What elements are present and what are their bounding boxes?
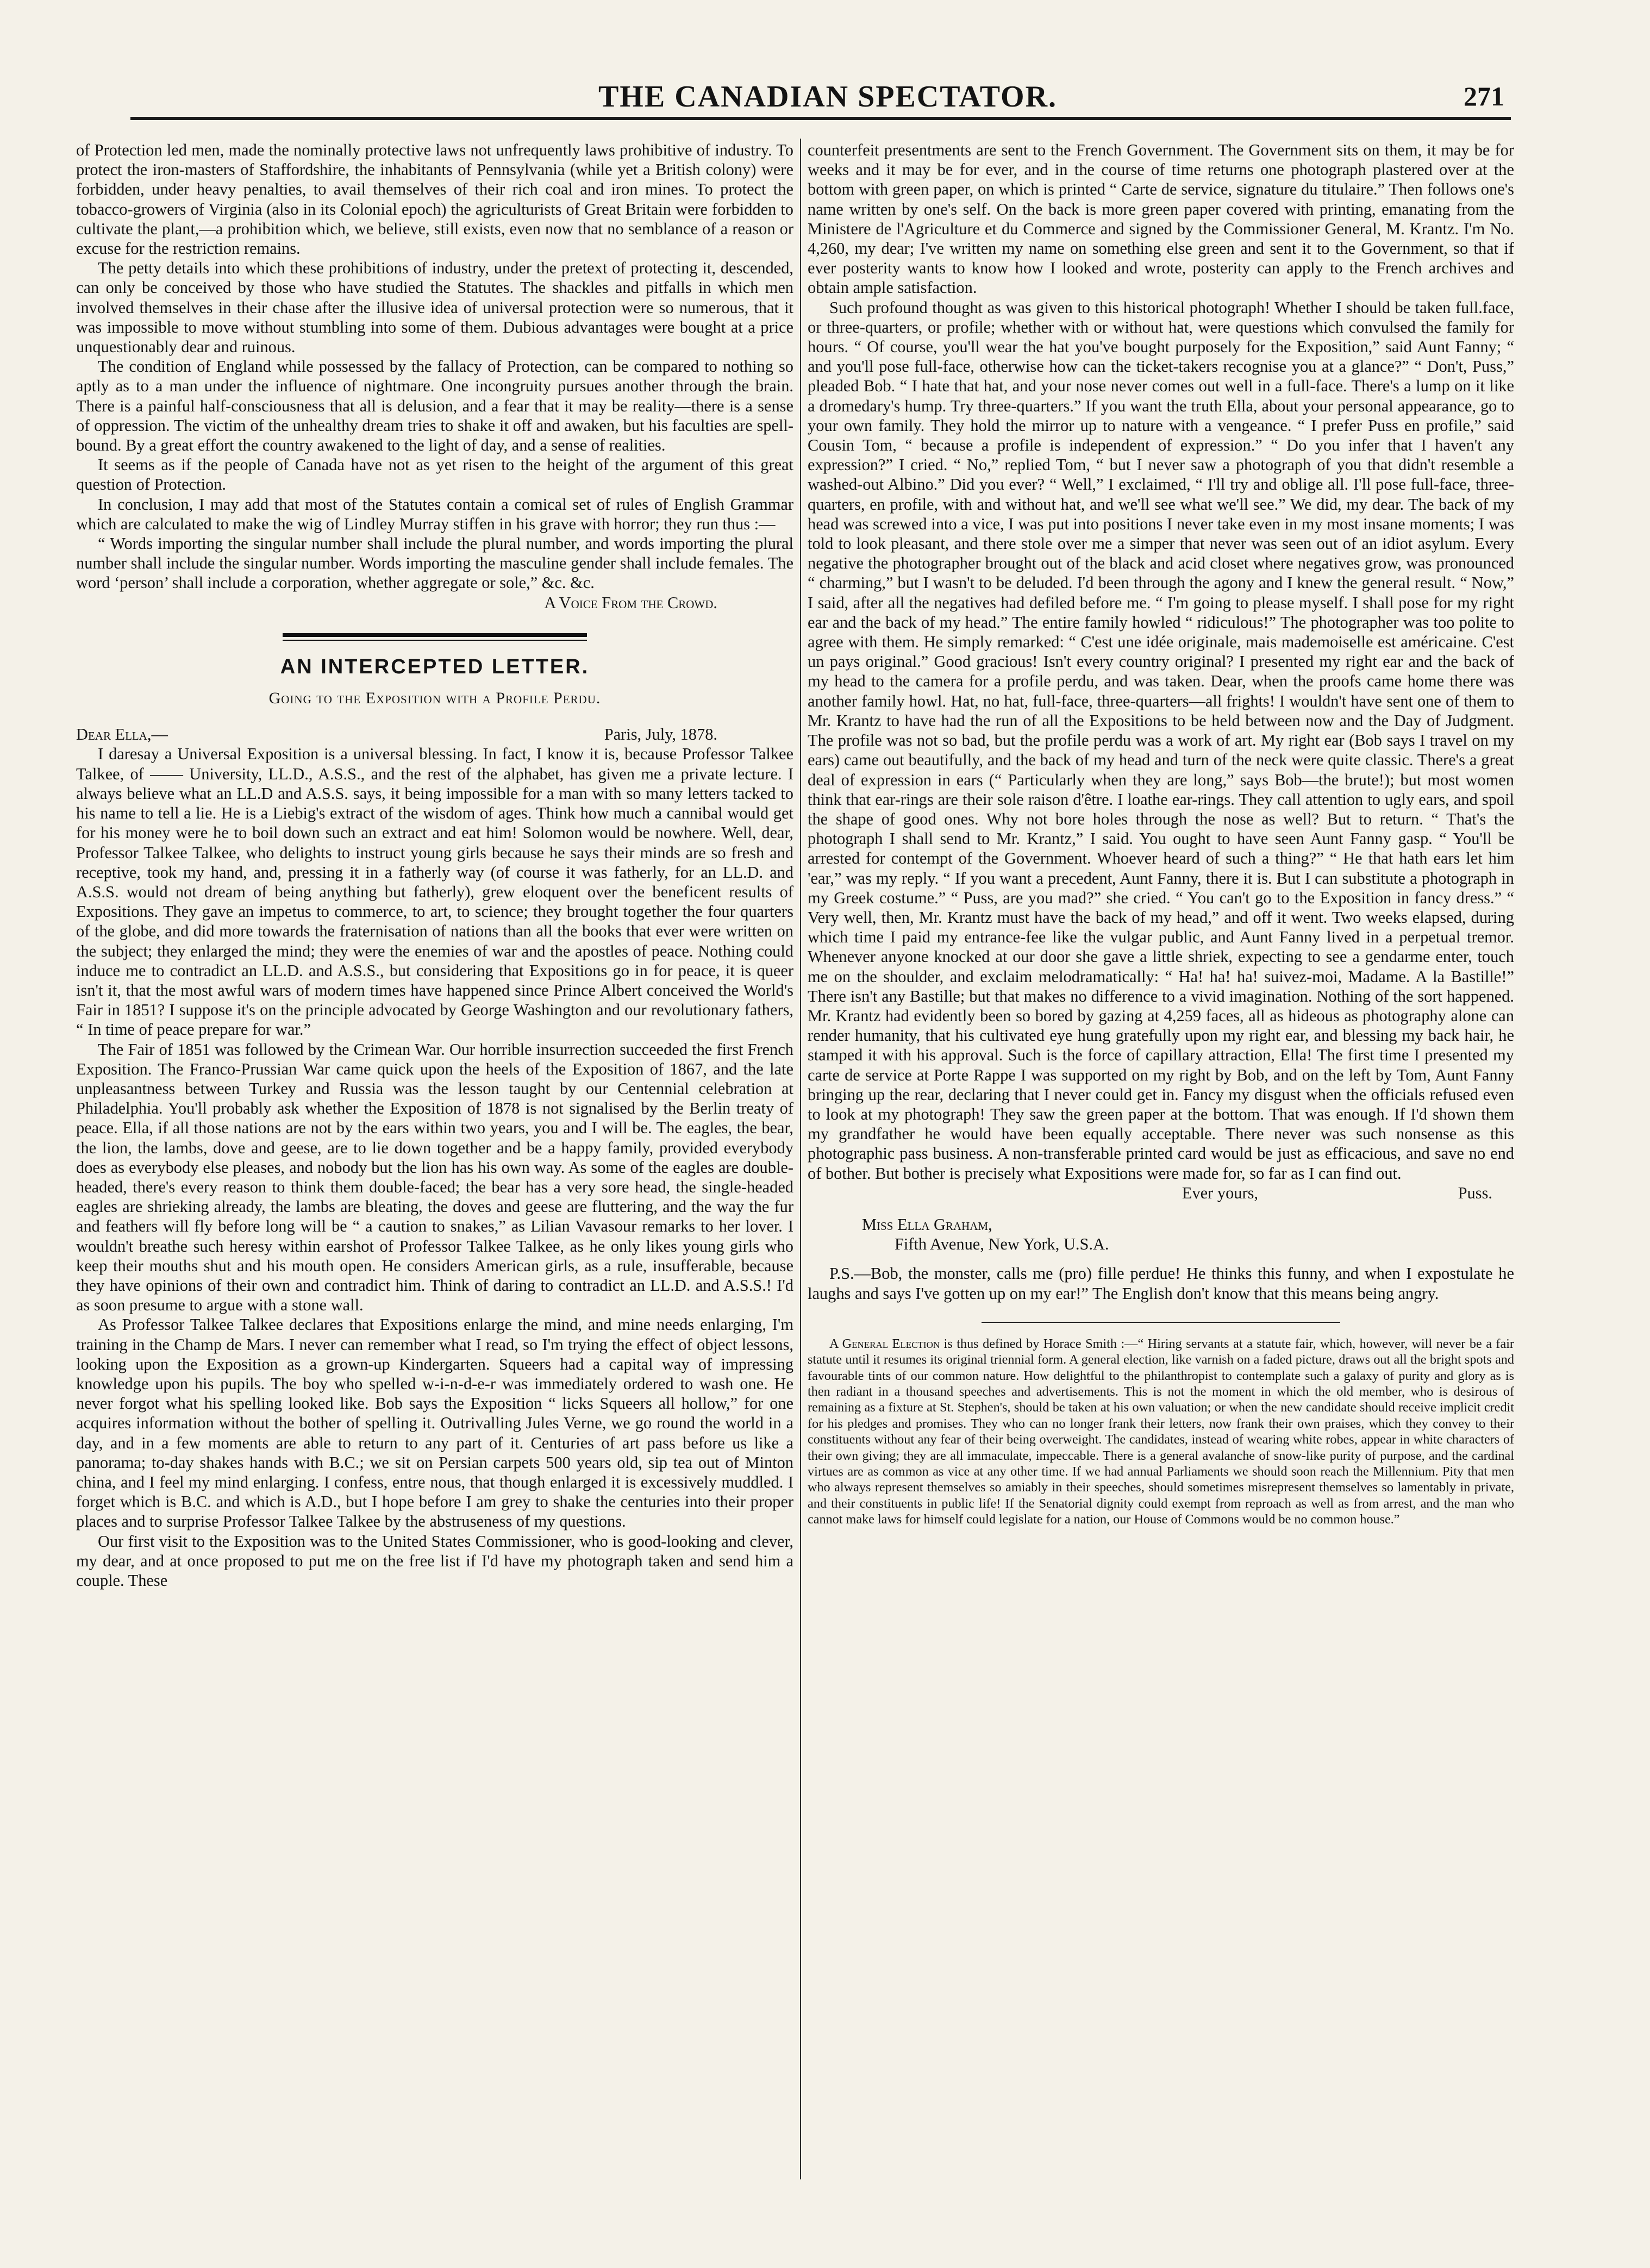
article-subtitle: Going to the Exposition with a Profile Perdu. bbox=[268, 689, 601, 708]
closing-phrase: Ever yours, bbox=[1182, 1183, 1259, 1202]
article-separator bbox=[283, 633, 587, 641]
masthead-title: THE CANADIAN SPECTATOR. bbox=[598, 80, 1058, 114]
addressee-street: Fifth Avenue, New York, U.S.A. bbox=[895, 1235, 1109, 1254]
quoted-rule-paragraph: “ Words importing the singular number shall include the plural number, and words importing the plural number shall include the singular number. Words importing the masculine gender shall include females. The word ‘person’ shall include a corporation, whether aggregate or sole,” &c. &c. bbox=[76, 534, 793, 592]
addressee-name: Miss Ella Graham, bbox=[862, 1215, 992, 1234]
header-rule bbox=[130, 117, 1511, 120]
letter-heading bbox=[76, 724, 793, 744]
column-divider bbox=[800, 139, 801, 2179]
body-paragraph: of Protection led men, made the nominally protective laws not unfrequently laws prohibitive of industry. To protect the iron-masters of Staffordshire, the inhabitants of Pennsylvania (while yet a British colony) were forbidden, under heavy penalties, to avail themselves of their rich coal and iron mines. To protect the tobacco-growers of Virginia (also in its Colonial epoch) the agriculturists of Great Britain were forbidden to cultivate the plant,—a prohibition which, we believe, still exists, even now that no semblance of a reason or excuse for the restriction remains. bbox=[76, 141, 793, 258]
note-lead: A General Election bbox=[829, 1336, 940, 1351]
page-number: 271 bbox=[1464, 81, 1504, 111]
letter-paragraph: Our first visit to the Exposition was to the United States Commissioner, who is good-looking and clever, my dear, and at once proposed to put me on the free list if I'd have my photograph taken and send him a couple. These bbox=[76, 1532, 793, 1590]
right-column bbox=[808, 140, 1514, 1528]
body-paragraph: In conclusion, I may add that most of the Statutes contain a comical set of rules of English Grammar which are calculated to make the wig of Lindley Murray stiffen in his grave with horror; they run thus :— bbox=[76, 495, 793, 533]
letter-paragraph: I daresay a Universal Exposition is a universal blessing. In fact, I know it is, because Professor Talkee Talkee, of —— University, LL.D., A.S.S., and the rest of the alphabet, has given me a private lecture. I always believe what an LL.D and A.S.S. says, it being impossible for a man with so many letters tacked to his name to tell a lie. He is a Liebig's extract of the wisdom of ages. Think how much a cannibal would get for his money were he to boil down such an extract and eat him! Solomon would be nowhere. Well, dear, Professor Talkee Talkee, who delights to instruct young girls because he says their minds are so fresh and receptive, took my hand, and, pressing it in a fatherly way (of course it was fatherly, for an LL.D. and A.S.S. would not dream of being anything but fatherly), grew eloquent over the beneficent results of Expositions. They gave an impetus to commerce, to art, to science; they brought together the four quarters of the globe, and did more towards the fraternisation of nations than all the books that ever were written on the subject; they enlarged the mind; they were the enemies of war and the apostles of peace. Nothing could induce me to contradict an LL.D. and A.S.S., but considering that Expositions go in for peace, it is queer isn't it, that the most awful wars of modern times have happened since Prince Albert conceived the World's Fair in 1851? I suppose it's on the principle advocated by George Washington and our revolutionary fathers, “ In time of peace prepare for war.” bbox=[76, 745, 793, 1039]
article-title: AN INTERCEPTED LETTER. bbox=[280, 655, 590, 678]
letter-paragraph: As Professor Talkee Talkee declares that Expositions enlarge the mind, and mine needs enlarging, I'm training in the Champ de Mars. I never can remember what I read, so I'm trying the effect of object lessons, looking upon the Exposition as a grown-up Kindergarten. Squeers had a capital way of impressing knowledge upon his pupils. The boy who spelled w-i-n-d-e-r was immediately ordered to wash one. He never forgot what his spelling looked like. Bob says the Exposition “ licks Squeers all hollow,” for one acquires information without the bother of spelling it. Outrivalling Jules Verne, we go round the world in a day, and in a few moments are able to return to any part of it. Centuries of art pass before us like a panorama; to-day shakes hands with B.C.; we sit on Persian carpets 500 years old, sip tea out of Minton china, and I feel my mind enlarging. I confess, entre nous, that though enlarged it is excessively muddled. I forget which is B.C. and which is A.D., but I hope before I am grey to shake the centuries into their proper places and to surprise Professor Talkee Talkee by the abstruseness of my questions. bbox=[76, 1315, 793, 1531]
body-paragraph: The condition of England while possessed by the fallacy of Protection, can be compared to nothing so aptly as to a man under the influence of nightmare. One incongruity pursues another through the brain. There is a painful half-consciousness that all is delusion, and a fear that it may be reality—there is a sense of oppression. The victim of the unhealthy dream tries to shake it off and awaken, but his faculties are spell-bound. By a great effort the country awakened to the light of day, and a sense of realities. bbox=[76, 357, 793, 455]
postscript: P.S.—Bob, the monster, calls me (pro) fille perdue! He thinks this funny, and when I expostulate he laughs and says I've gotten up on my ear!” The English don't know that this means being angry. bbox=[808, 1264, 1514, 1303]
letter-paragraph: counterfeit presentments are sent to the French Government. The Government sits on them, it may be for weeks and it may be for ever, and in the course of time returns one photograph plastered over at the bottom with green paper, on which is printed “ Carte de service, signature du titulaire.” Then follows one's name written by one's self. On the back is more green paper covered with printing, emanating from the Ministere de l'Agriculture et du Commerce and signed by the Commissioner General, M. Krantz. I'm No. 4,260, my dear; I've written my name on something else green and sent it to the Government, so that if ever posterity wants to know how I looked and wrote, posterity can apply to the French archives and obtain ample satisfaction. bbox=[808, 141, 1514, 297]
note-separator bbox=[982, 1322, 1340, 1323]
dateline: Paris, July, 1878. bbox=[604, 725, 717, 744]
page-header bbox=[146, 74, 1510, 115]
closing-name: Puss. bbox=[1458, 1183, 1492, 1202]
salutation: Dear Ella,— bbox=[76, 725, 168, 744]
letter-closing bbox=[808, 1183, 1514, 1203]
letter-paragraph: The Fair of 1851 was followed by the Crimean War. Our horrible insurrection succeeded the first French Exposition. The Franco-Prussian War came quick upon the heels of the Exposition of 1867, and the late unpleasantness between Turkey and Russia was the lesson taught by our Centennial celebration at Philadelphia. You'll probably ask whether the Exposition of 1878 is not signalised by the Berlin treaty of peace. Ella, if all those nations are not by the ears within two years, you and I will be. The eagles, the bear, the lion, the lambs, dove and geese, are to lie down together and be a happy family, provided everybody does as everybody else pleases, and nobody but the lion has his own way. As some of the eagles are double-headed, there's every reason to think them double-faced; the bear has a very sore head, the single-headed eagles are shrieking already, the lambs are bleating, the doves and geese are fluttering, and the way the fur and feathers will fly before long will be “ a caution to snakes,” as Lilian Vavasour remarks to her lover. I wouldn't breathe such heresy within earshot of Professor Talkee Talkee, as he only likes young girls who keep their mouths shut and his mouth open. He considers American girls, as a rule, insufferable, because they have opinions of their own and contradict him. Think of daring to contradict an LL.D. and A.S.S.! I'd as soon presume to argue with a stone wall. bbox=[76, 1040, 793, 1315]
addressee-block bbox=[862, 1215, 1514, 1254]
note-text: is thus defined by Horace Smith :—“ Hiring servants at a statute fair, which, however, will never be a fair statute until it resumes its original triennial form. A general election, like varnish on a faded picture, draws out all the bright spots and favourable tints of our common nature. How delightful to the philanthropist to contemplate such a galaxy of purity and glory as is then radiant in a thousand speeches and advertisements. This is not the moment in which the old member, who is desirous of remaining as a fixture at St. Stephen's, should be taken at his own valuation; or when the new candidate should receive implicit credit for his pledges and promises. They who can no longer frank their letters, now frank their own praises, which they convey to their constituents without any fear of their being overweight. The candidates, instead of wearing white robes, appear in white characters of their own giving; they are all immaculate, impeccable. There is a general avalanche of snow-like purity of purpose, and the cardinal virtues are as common as vice at any other time. If we had annual Parliaments we should soon reach the Millennium. Pity that men who always represent themselves so amiably in their speeches, should sometimes misrepresent themselves so lamentably in private, and their constituents in public life! If the Senatorial dignity could exempt from reproach as well as from arrest, and the man who cannot make laws for himself could legislate for a nation, our House of Commons would be no common house.” bbox=[808, 1336, 1514, 1527]
body-paragraph: The petty details into which these prohibitions of industry, under the pretext of protecting it, descended, can only be conceived by those who have studied the Statutes. The shackles and pitfalls in which men involved themselves in their chase after the illusive idea of universal protection were so numerous, that it was impossible to move without stumbling into some of them. Dubious advantages were bought at a price unquestionably dear and ruinous. bbox=[76, 259, 793, 357]
article-signature: A Voice From the Crowd. bbox=[544, 593, 717, 612]
left-column bbox=[76, 140, 793, 1590]
general-election-note bbox=[808, 1336, 1514, 1528]
letter-paragraph: Such profound thought as was given to this historical photograph! Whether I should be taken full.face, or three-quarters, or profile; whether with or without hat, were questions which convulsed the family for hours. “ Of course, you'll wear the hat you've bought purposely for the Exposition,” said Aunt Fanny; “ and you'll pose full-face, otherwise how can the ticket-takers recognise you at a glance?” “ Don't, Puss,” pleaded Bob. “ I hate that hat, and your nose never comes out well in a full-face. There's a lump on it like a dromedary's hump. Try three-quarters.” If you want the truth Ella, about your personal appearance, go to your own family. They hold the mirror up to nature with a vengeance. “ I prefer Puss en profile,” said Cousin Tom, “ because a profile is independent of expression.” “ Do you infer that I haven't any expression?” I cried. “ No,” replied Tom, “ but I never saw a photograph of you that didn't resemble a washed-out Albino.” Did you ever? “ Well,” I exclaimed, “ I'll try and oblige all. I'll pose full-face, three-quarters, en profile, with and without hat, and we'll see what we'll see.” We did, my dear. The back of my head was screwed into a vice, I was put into positions I never take even in my most insane moments; I was told to look pleasant, and there stole over me a simper that never was seen out of an idiot asylum. Every negative the photographer brought out of the black and acid closet where negatives grow, was pronounced “ charming,” but I wasn't to be deluded. I'd been through the agony and I knew the general result. “ Now,” I said, after all the negatives had defiled before me. “ I'm going to please myself. I shall pose for my right ear and the back of my head.” The entire family howled “ ridiculous!” The photographer was too polite to agree with them. He simply remarked: “ C'est une idée originale, mais mademoiselle est américaine. C'est un pays original.” Good gracious! Isn't every country original? I presented my right ear and the back of my head to the camera for a profile perdu, and was taken. Dear, when the proofs came home there was another family howl. Hat, no hat, full-face, three-quarters—all frights! I wouldn't have sent one of them to Mr. Krantz to have had the run of all the Expositions to be held between now and the Day of Judgment. The profile was not so bad, but the profile perdu was a work of art. My right ear (Bob says I travel on my ears) came out beautifully, and the back of my head and turn of the neck were quite classic. There's a great deal of expression in ears (“ Particularly when they are long,” says Bob—the brute!); but most women think that ear-rings are their sole raison d'être. I loathe ear-rings. They call attention to ugly ears, and spoil the shape of good ones. Why not bore holes through the nose as well? But to return. “ That's the photograph I shall send to Mr. Krantz,” I said. You ought to have seen Aunt Fanny gasp. “ You'll be arrested for contempt of the Government. Whoever heard of such a thing?” “ He that hath ears let him 'ear,” was my reply. “ If you want a precedent, Aunt Fanny, there it is. But I can substitute a photograph in my Greek costume.” “ Puss, are you mad?” she cried. “ You can't go to the Exposition in fancy dress.” “ Very well, then, Mr. Krantz must have the back of my head,” and off it went. Two weeks elapsed, during which time I paid my entrance-fee like the vulgar public, and Aunt Fanny lived in a perpetual tremor. Whenever anyone knocked at our door she gave a little shriek, expecting to see a gendarme enter, touch me on the shoulder, and exclaim melodramatically: “ Ha! ha! ha! suivez-moi, Madame. A la Bastille!” There isn't any Bastille; but that makes no difference to a vivid imagination. Nothing of the sort happened. Mr. Krantz had evidently been so bored by gazing at 4,259 faces, all as hideous as photography alone can render humanity, that his cultivated eye hung gratefully upon my right ear, and blessing my back hair, he stamped it with his approval. Such is the force of capillary attraction, Ella! The first time I presented my carte de service at Porte Rappe I was supported on my right by Bob, and on the left by Tom, Aunt Fanny bringing up the rear, declaring that I never could get in. Fancy my disgust when the officials refused even to look at my photograph! They saw the green paper at the bottom. That was enough. If I'd shown them my grandfather he would have been equally acceptable. There never was such nonsense as this photographic pass business. A non-transferable printed card would be just as efficacious, and save no end of bother. But bother is precisely what Expositions were made for, so far as I can find out. bbox=[808, 298, 1514, 1183]
body-paragraph: It seems as if the people of Canada have not as yet risen to the height of the argument of this great question of Protection. bbox=[76, 455, 793, 494]
